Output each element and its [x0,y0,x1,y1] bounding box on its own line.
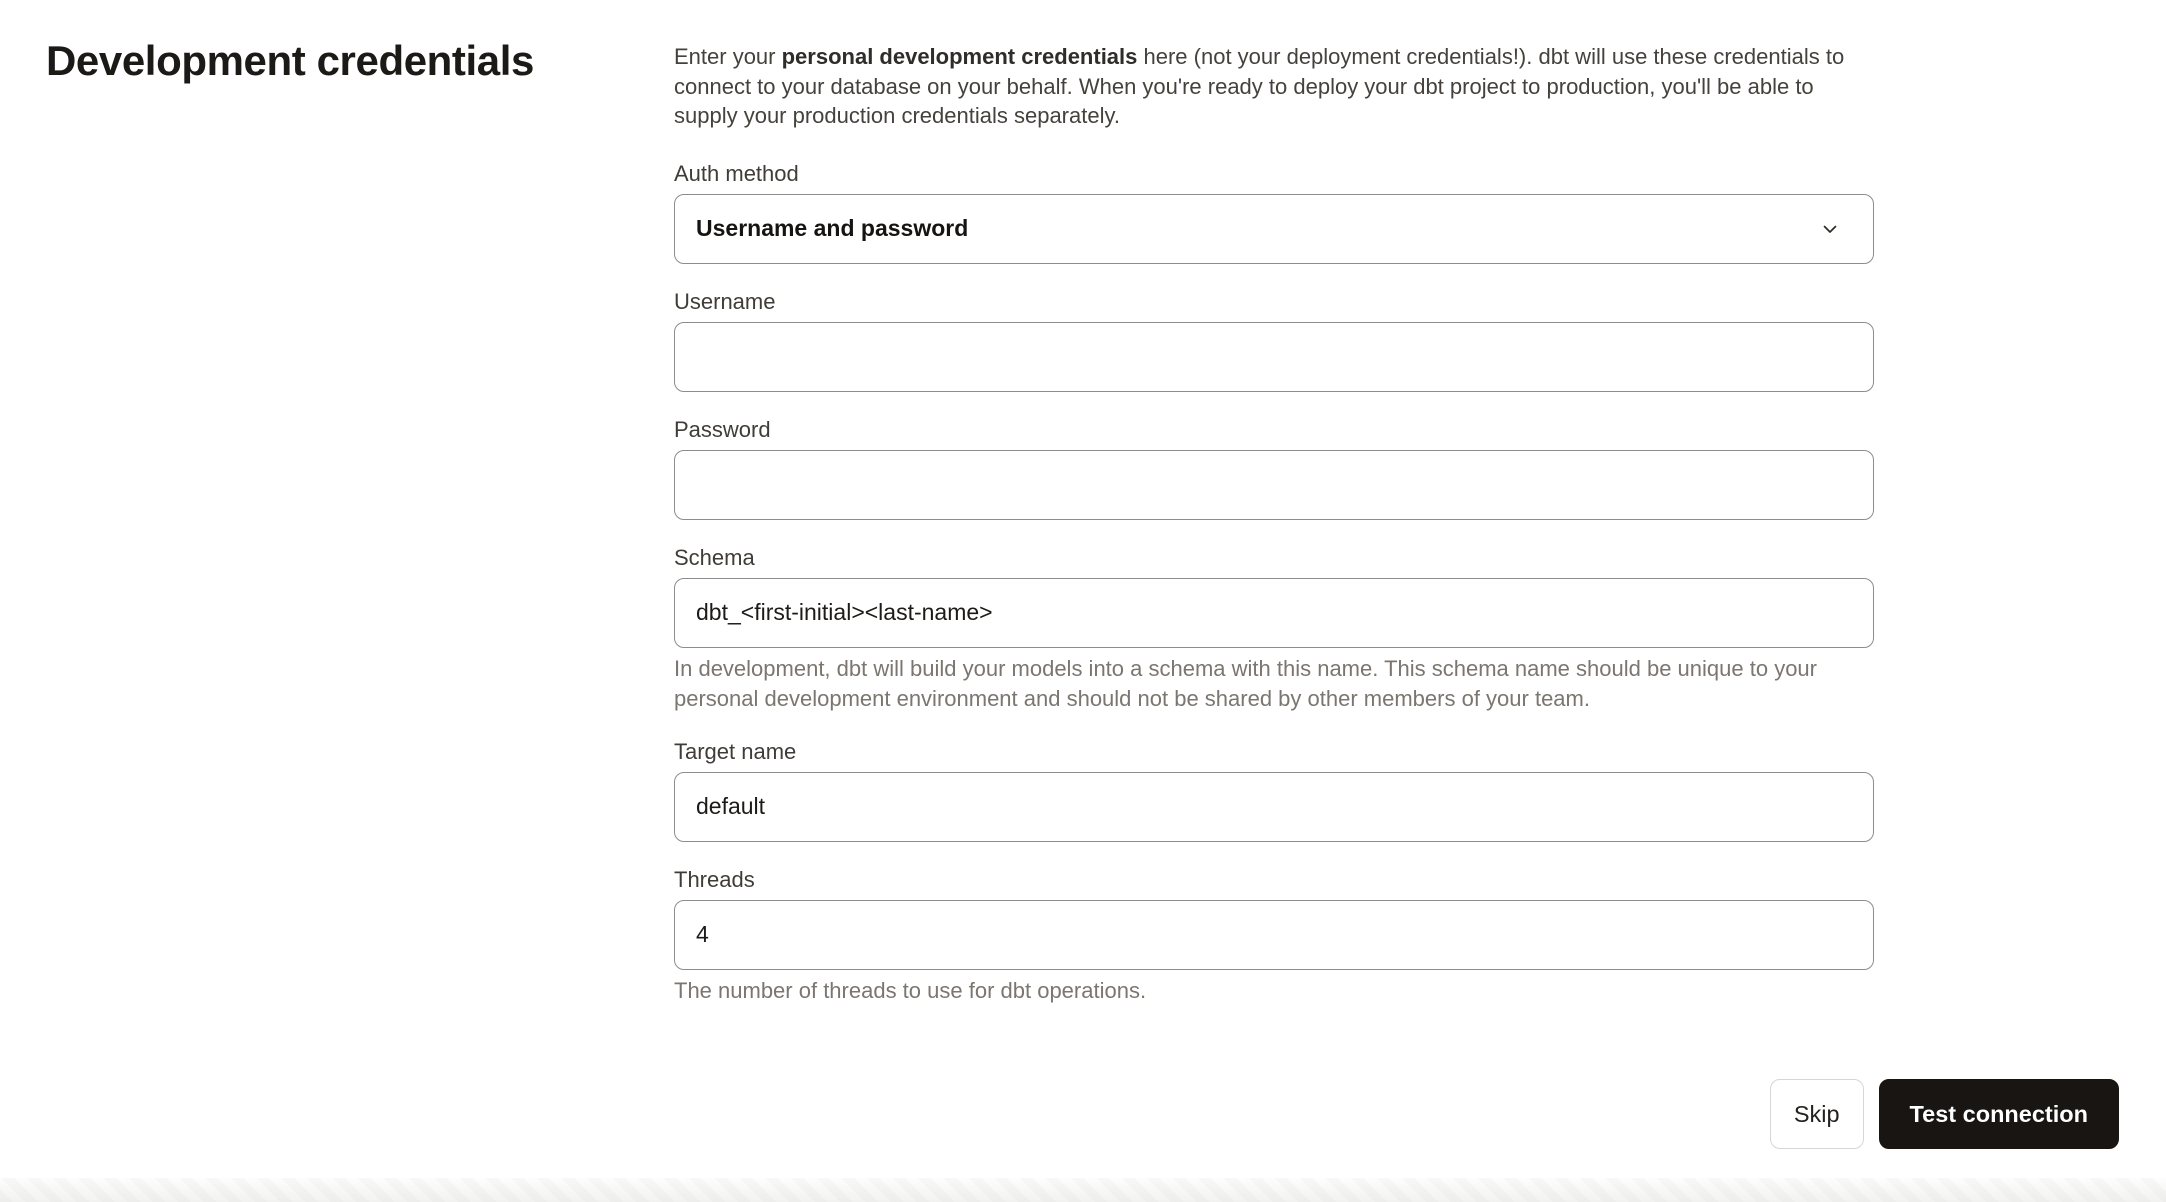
schema-input[interactable] [674,578,1874,648]
schema-help-text: In development, dbt will build your models into a schema with this name. This schema name should be unique to your personal development environment and should not be shared by other members of your team. [674,655,1817,711]
password-input[interactable] [674,450,1874,520]
schema-label: Schema [674,544,755,570]
skip-button[interactable]: Skip [1770,1079,1864,1149]
threads-input[interactable] [674,900,1874,970]
form-actions [1770,1079,2119,1149]
target-name-input[interactable] [674,772,1874,842]
bottom-divider [0,1178,2166,1202]
credentials-form [674,42,1874,1006]
target-name-label: Target name [674,738,797,764]
target-name-group [674,738,1874,842]
threads-group [674,866,1874,1006]
auth-method-label: Auth method [674,160,799,186]
threads-label: Threads [674,866,755,892]
auth-method-selected-value: Username and password [696,215,969,241]
intro-text-bold: personal development credentials [781,44,1138,69]
intro-text-pre: Enter your [674,44,782,69]
test-connection-button[interactable]: Test connection [1879,1079,2119,1149]
intro-text [674,42,1874,131]
password-group [674,416,1874,520]
threads-help-text: The number of threads to use for dbt operations. [674,977,1147,1003]
intro-text-post: here (not your deployment credentials!). dbt will use these credentials to connect to your database on your behalf. When you're ready to deploy your dbt project to production, you'll be able to supply your production credentials separately. [674,44,1845,128]
username-label: Username [674,288,776,314]
page-title: Development credentials [46,37,534,84]
username-group [674,288,1874,392]
schema-group [674,544,1874,714]
auth-method-select[interactable] [674,194,1874,264]
auth-method-group [674,160,1874,264]
password-label: Password [674,416,771,442]
chevron-down-icon [1819,218,1841,240]
username-input[interactable] [674,322,1874,392]
